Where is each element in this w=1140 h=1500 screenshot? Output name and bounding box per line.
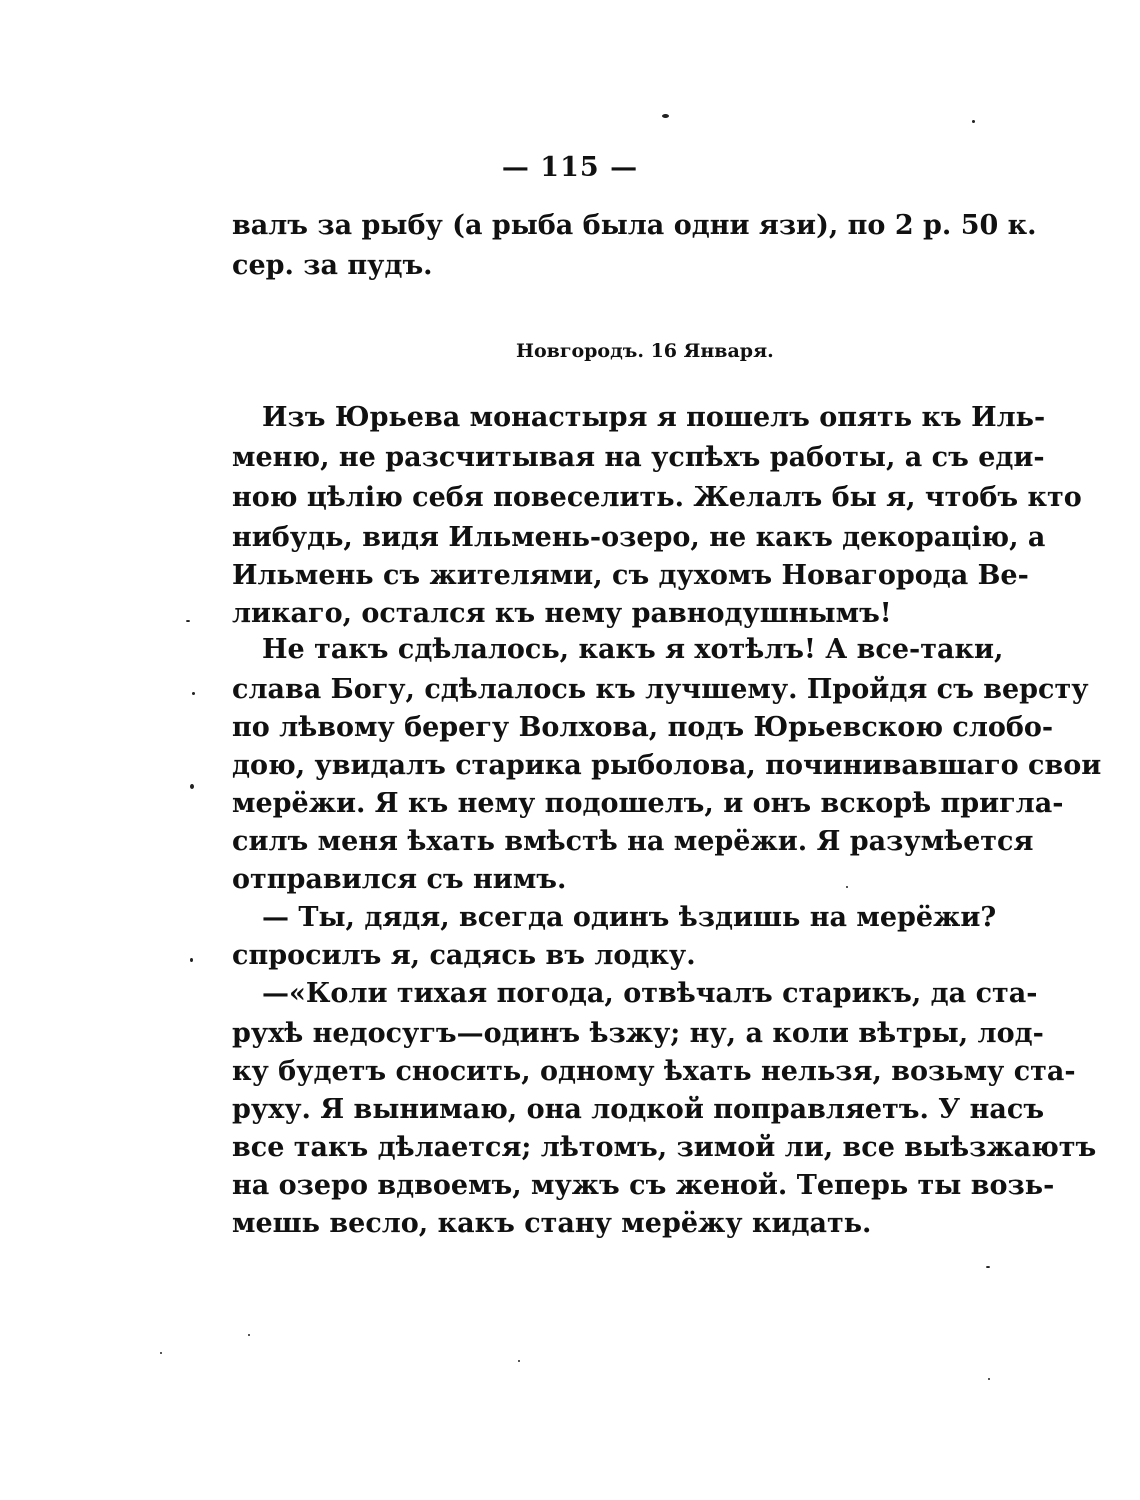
text-line: рухѣ недосугъ—одинъ ѣзжу; ну, а коли вѣтры, лод- xyxy=(232,1018,1044,1049)
text-line: —«Коли тихая погода, отвѣчалъ старикъ, да ста- xyxy=(262,978,1038,1009)
text-line: Изъ Юрьева монастыря я пошелъ опять къ Иль- xyxy=(262,402,1046,433)
text-line: спросилъ я, садясь въ лодку. xyxy=(232,940,696,971)
text-line: меню, не разсчитывая на успѣхъ работы, а съ еди- xyxy=(232,442,1045,473)
section-heading: Новгородъ. 16 Января. xyxy=(516,340,774,362)
scan-speck xyxy=(192,692,195,695)
text-line: все такъ дѣлается; лѣтомъ, зимой ли, все выѣзжаютъ xyxy=(232,1132,1097,1163)
text-line: — Ты, дядя, всегда одинъ ѣздишь на мерёжи? xyxy=(262,902,997,933)
text-line: дою, увидалъ старика рыболова, починивавшаго свои xyxy=(232,750,1102,781)
scan-speck xyxy=(518,1360,520,1362)
text-line: руху. Я вынимаю, она лодкой поправляетъ. У насъ xyxy=(232,1094,1045,1125)
text-line: Не такъ сдѣлалось, какъ я хотѣлъ! А все-таки, xyxy=(262,634,1004,665)
text-line: слава Богу, сдѣлалось къ лучшему. Пройдя съ версту xyxy=(232,674,1089,705)
text-line: отправился съ нимъ. xyxy=(232,864,567,895)
page-number: — 115 — xyxy=(501,152,639,183)
text-line: Ильмень съ жителями, съ духомъ Новагорода Ве- xyxy=(232,560,1029,591)
text-line: валъ за рыбу (а рыба была одни язи), по 2 р. 50 к. xyxy=(232,210,1037,241)
text-line: силъ меня ѣхать вмѣстѣ на мерёжи. Я разумѣется xyxy=(232,826,1034,857)
text-line: на озеро вдвоемъ, мужъ съ женой. Теперь ты возь- xyxy=(232,1170,1055,1201)
scan-speck xyxy=(662,114,669,118)
scan-speck xyxy=(972,120,975,123)
scan-speck xyxy=(846,886,848,888)
scan-speck xyxy=(186,620,190,622)
scan-speck xyxy=(160,1352,162,1354)
text-line: ною цѣлію себя повеселить. Желалъ бы я, чтобъ кто xyxy=(232,482,1082,513)
text-line: по лѣвому берегу Волхова, подъ Юрьевскою слобо- xyxy=(232,712,1054,743)
scan-speck xyxy=(248,1334,250,1336)
scan-speck xyxy=(190,958,193,962)
scan-speck xyxy=(986,1266,990,1268)
text-line: ку будетъ сносить, одному ѣхать нельзя, возьму ста- xyxy=(232,1056,1076,1087)
scan-speck xyxy=(190,784,194,789)
scan-speck xyxy=(988,1378,990,1380)
text-line: нибудь, видя Ильмень-озеро, не какъ декорацію, а xyxy=(232,522,1046,553)
text-line: мерёжи. Я къ нему подошелъ, и онъ вскорѣ пригла- xyxy=(232,788,1064,819)
text-line: мешь весло, какъ стану мерёжу кидать. xyxy=(232,1208,872,1239)
text-line: ликаго, остался къ нему равнодушнымъ! xyxy=(232,598,892,629)
text-line: сер. за пудъ. xyxy=(232,250,433,281)
